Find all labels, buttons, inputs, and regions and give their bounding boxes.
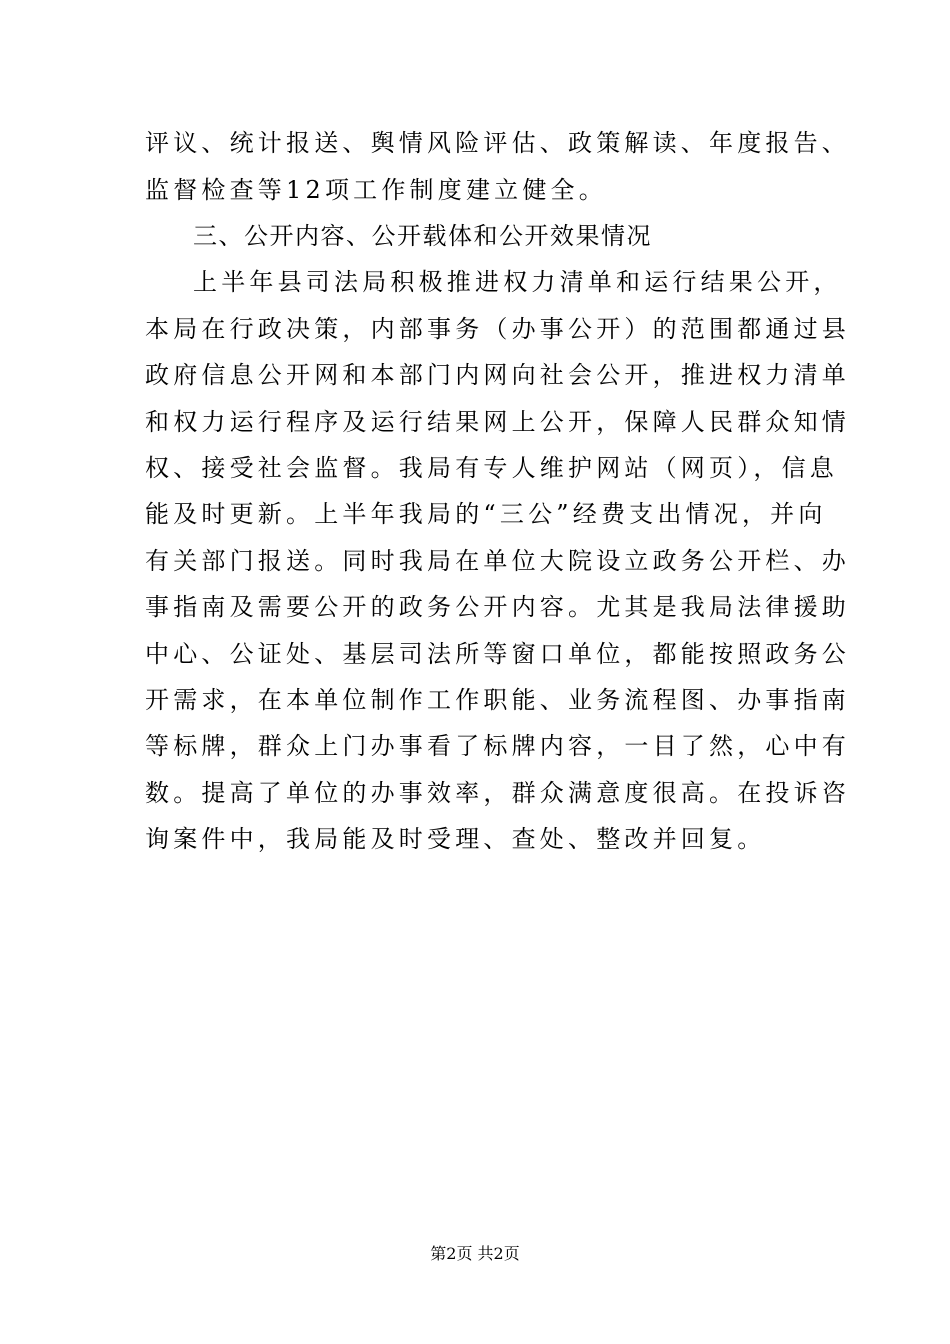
- paragraph-line-1: 上半年县司法局积极推进权力清单和运行结果公开，: [193, 268, 842, 296]
- paragraph-line-2: 本局在行政决策，内部事务（办事公开）的范围都通过县: [145, 315, 850, 343]
- paragraph-line-4: 和权力运行程序及运行结果网上公开，保障人民群众知情: [145, 408, 850, 436]
- paragraph-line-11: 等标牌，群众上门办事看了标牌内容，一目了然，心中有: [145, 732, 850, 760]
- paragraph-line-7: 有关部门报送。同时我局在单位大院设立政务公开栏、办: [145, 547, 850, 575]
- paragraph-line-13: 询案件中，我局能及时受理、查处、整改并回复。: [145, 825, 766, 853]
- paragraph-line-3: 政府信息公开网和本部门内网向社会公开，推进权力清单: [145, 361, 850, 389]
- paragraph-line-8: 事指南及需要公开的政务公开内容。尤其是我局法律援助: [145, 593, 850, 621]
- paragraph-line-12: 数。提高了单位的办事效率，群众满意度很高。在投诉咨: [145, 779, 850, 807]
- paragraph-line-6: 能及时更新。上半年我局的“三公”经费支出情况，并向: [145, 500, 827, 528]
- continued-line-1: 评议、统计报送、舆情风险评估、政策解读、年度报告、: [145, 129, 850, 157]
- continued-line-2: 监督检查等12项工作制度建立健全。: [145, 176, 607, 204]
- section-heading: 三、公开内容、公开载体和公开效果情况: [193, 222, 652, 250]
- paragraph-line-10: 开需求，在本单位制作工作职能、业务流程图、办事指南: [145, 686, 850, 714]
- paragraph-line-5: 权、接受社会监督。我局有专人维护网站（网页），信息: [145, 454, 838, 482]
- paragraph-line-9: 中心、公证处、基层司法所等窗口单位，都能按照政务公: [145, 640, 850, 668]
- page-footer: 第2页 共2页: [430, 1244, 520, 1263]
